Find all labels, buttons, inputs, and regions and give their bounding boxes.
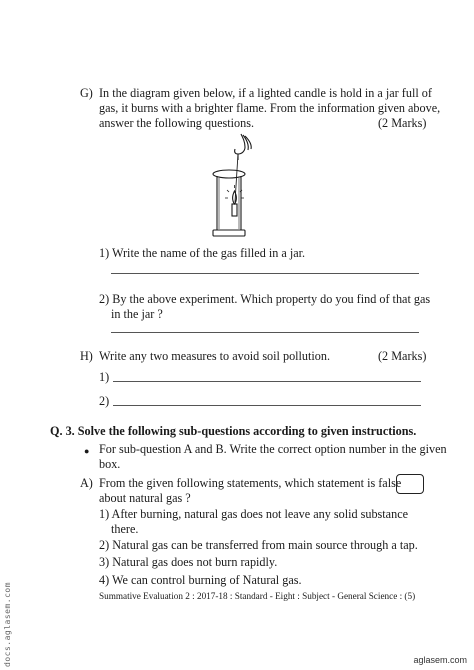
option-3: 3) Natural gas does not burn rapidly. [99, 555, 278, 569]
page-footer: Summative Evaluation 2 : 2017-18 : Standard - Eight : Subject - General Science : (5) [99, 591, 416, 601]
question-h-marks: (2 Marks) [378, 349, 427, 363]
answer-box[interactable] [396, 474, 424, 494]
answer-line-g2[interactable] [111, 332, 419, 333]
candle-jar-diagram [205, 132, 265, 242]
question-g-line-1: In the diagram given below, if a lighted candle is hold in a jar full of [99, 86, 432, 100]
answer-line-h1[interactable] [113, 381, 421, 382]
question-h-text: Write any two measures to avoid soil pollution. [99, 349, 331, 363]
question-g-sub-1: 1) Write the name of the gas filled in a jar. [99, 246, 306, 260]
question-h-item-2: 2) [99, 394, 110, 408]
answer-line-g1[interactable] [111, 273, 419, 274]
side-url: docs.aglasem.com [3, 581, 12, 667]
question-3a-line-1: From the given following statements, which statement is false [99, 476, 402, 490]
question-3-heading: Q. 3. Solve the following sub-questions according to given instructions. [50, 424, 417, 438]
option-1-line-1: 1) After burning, natural gas does not leave any solid substance [99, 507, 409, 521]
question-g-sub-2-line-2: in the jar ? [111, 307, 163, 321]
question-h-label: H) [80, 349, 93, 363]
question-g-sub-2-line-1: 2) By the above experiment. Which property do you find of that gas [99, 292, 431, 306]
question-3a-line-2: about natural gas ? [99, 491, 191, 505]
answer-line-h2[interactable] [113, 405, 421, 406]
option-1-line-2: there. [111, 522, 139, 536]
instruction-line-2: box. [99, 457, 121, 471]
question-h-item-1: 1) [99, 370, 110, 384]
question-g-label: G) [80, 86, 93, 100]
option-4: 4) We can control burning of Natural gas. [99, 573, 302, 587]
question-g-marks: (2 Marks) [378, 116, 427, 130]
instruction-line-1: For sub-question A and B. Write the correct option number in the given [99, 442, 447, 456]
question-3a-label: A) [80, 476, 93, 490]
question-g-line-3: answer the following questions. [99, 116, 255, 130]
watermark: aglasem.com [413, 655, 467, 665]
question-g-line-2: gas, it burns with a brighter flame. From the information given above, [99, 101, 441, 115]
option-2: 2) Natural gas can be transferred from main source through a tap. [99, 538, 418, 552]
bullet-icon: ● [84, 446, 90, 456]
